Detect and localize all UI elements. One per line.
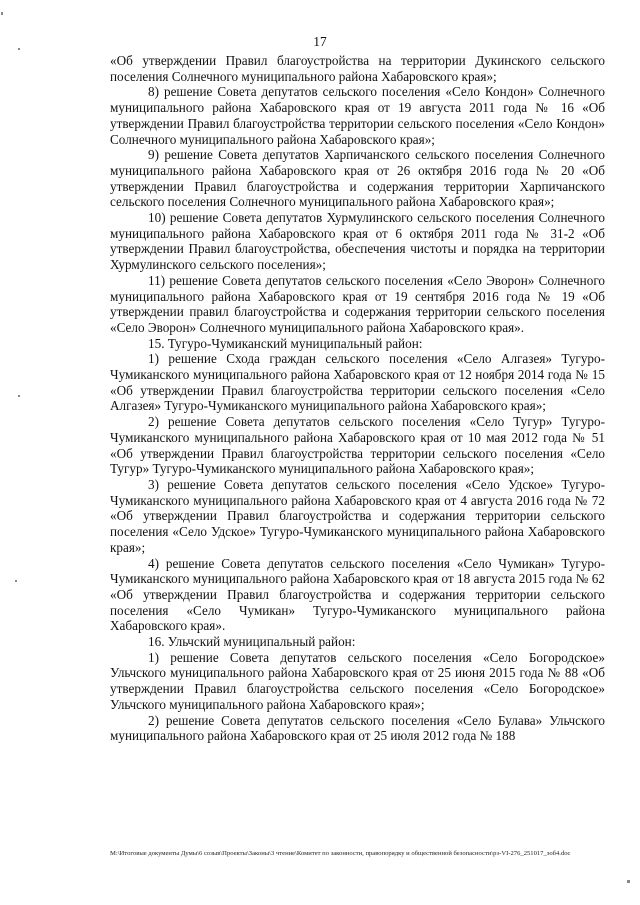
scan-mark <box>18 395 20 397</box>
paragraph: 3) решение Совета депутатов сельского поселения «Село Удское» Тугуро-Чумиканского муниципального района Хабаровского края от 4 августа 2016 года № 72 «Об утверждении Правил благоустройства и содержания территории сельского поселения «Село Удское» Тугуро-Чумиканского муниципального района Хабаровского края»; <box>110 476 605 555</box>
paragraph: 10) решение Совета депутатов Хурмулинского сельского поселения Солнечного муниципального района Хабаровского края от 6 октября 2011 года № 31-2 «Об утверждении Правил благоустройства, обеспечения чистоты и порядка на территории Хурмулинского сельского поселения»; <box>110 210 605 273</box>
paragraph: 9) решение Совета депутатов Харпичанского сельского поселения Солнечного муниципального района Хабаровского края от 26 октября 2016 года № 20 «Об утверждении Правил благоустройства и содержания территории Харпичанского сельского поселения Солнечного муниципального района Хабаровского края»; <box>110 147 605 210</box>
scan-mark <box>1 12 3 15</box>
section-heading: 16. Ульчский муниципальный район: <box>148 634 356 650</box>
paragraph: 4) решение Совета депутатов сельского поселения «Село Чумикан» Тугуро-Чумиканского муниципального района Хабаровского края от 18 августа 2015 года № 62 «Об утверждении Правил благоустройства и содержания территории сельского поселения «Село Чумикан» Тугуро-Чумиканского муниципального района Хабаровского края». <box>110 555 605 634</box>
document-body <box>110 53 605 744</box>
scan-mark <box>15 580 17 582</box>
paragraph: 2) решение Совета депутатов сельского поселения «Село Булава» Ульчского муниципального района Хабаровского края от 25 июля 2012 года № 188 <box>110 712 605 744</box>
file-path-footer: M:\Итоговые документы Думы\6 созыв\Проекты\Законы\3 чтение\Комитет по законности, правопорядку и общественной безопасности\рз-VI-276_251017_зоб4.doc <box>110 850 571 857</box>
paragraph: 1) решение Совета депутатов сельского поселения «Село Богородское» Ульчского муниципального района Хабаровского края от 25 июня 2015 года № 88 «Об утверждении Правил благоустройства сельского поселения «Село Богородское» Ульчского муниципального района Хабаровского края»; <box>110 649 605 712</box>
scan-mark <box>627 880 630 883</box>
paragraph: 1) решение Схода граждан сельского поселения «Село Алгазея» Тугуро-Чумиканского муниципального района Хабаровского края от 12 ноября 2014 года № 15 «Об утверждении Правил благоустройства территории сельского поселения «Село Алгазея» Тугуро-Чумиканского муниципального района Хабаровского края»; <box>110 351 605 414</box>
paragraph: 11) решение Совета депутатов сельского поселения «Село Эворон» Солнечного муниципального района Хабаровского края от 19 сентября 2016 года № 19 «Об утверждении правил благоустройства и содержания территории сельского поселения «Село Эворон» Солнечного муниципального района Хабаровского края». <box>110 272 605 335</box>
section-heading: 15. Тугуро-Чумиканский муниципальный район: <box>148 335 423 351</box>
page-number: 17 <box>313 34 327 49</box>
paragraph: «Об утверждении Правил благоустройства на территории Дукинского сельского поселения Солнечного муниципального района Хабаровского края»; <box>110 53 605 84</box>
paragraph: 2) решение Совета депутатов сельского поселения «Село Тугур» Тугуро-Чумиканского муниципального района Хабаровского края от 10 мая 2012 года № 51 «Об утверждении Правил благоустройства территории сельского поселения «Село Тугур» Тугуро-Чумиканского муниципального района Хабаровского края»; <box>110 414 605 477</box>
paragraph: 8) решение Совета депутатов сельского поселения «Село Кондон» Солнечного муниципального района Хабаровского края от 19 августа 2011 года № 16 «Об утверждении Правил благоустройства территории сельского поселения «Село Кондон» Солнечного муниципального района Хабаровского края»; <box>110 84 605 147</box>
